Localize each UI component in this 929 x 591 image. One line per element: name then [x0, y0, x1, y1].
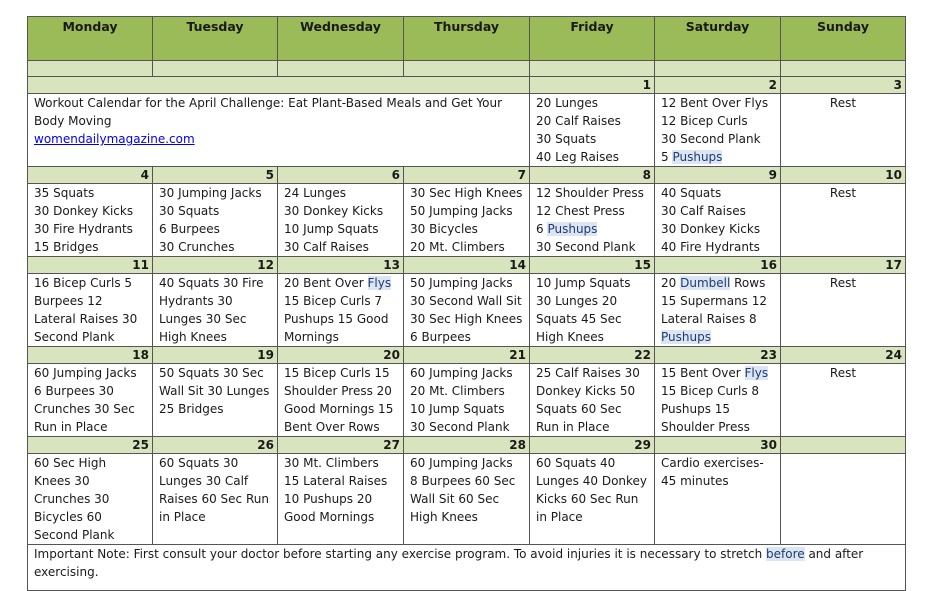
exercise: 20 Mt. Climbers [410, 384, 505, 398]
exercise: 50 Jumping Jacks [410, 204, 513, 218]
highlighted-word: Pushups [547, 222, 598, 236]
workout-cell [278, 364, 404, 437]
exercise: 12 Chest Press [536, 204, 625, 218]
exercise: 30 Second Plank [661, 132, 761, 146]
day-header-friday: Friday [530, 17, 655, 61]
date-number: 16 [655, 257, 781, 274]
entry-row-week-3 [28, 274, 906, 347]
date-number: 26 [153, 437, 278, 454]
exercise: 20 Calf Raises [536, 114, 621, 128]
exercise-list [661, 364, 774, 436]
date-row-week-1 [28, 77, 906, 94]
calendar-title: Workout Calendar for the April Challenge: Eat Plant-Based Meals and Get Your Body Moving [34, 96, 503, 128]
exercise-list: 25 Calf Raises 30 Donkey Kicks 50 Squats 60 Sec Run in Place [536, 366, 640, 434]
date-number: 10 [781, 167, 906, 184]
exercise-list: 60 Jumping Jacks 6 Burpees 30 Crunches 30 Sec Run in Place [34, 366, 137, 434]
day-header-monday: Monday [28, 17, 153, 61]
exercise: 30 Second Plank [410, 420, 510, 434]
workout-cell [530, 94, 655, 167]
exercise-text: 15 Bicep Curls 7 Pushups 15 Good Mornings [284, 294, 389, 344]
exercise: 6 Burpees [410, 330, 471, 344]
exercise: 30 Squats [536, 132, 597, 146]
date-number: 18 [28, 347, 153, 364]
date-row-week-3 [28, 257, 906, 274]
exercise-list [284, 274, 397, 346]
date-number: 21 [404, 347, 530, 364]
exercise-text: 20 Bent Over [284, 276, 368, 290]
calendar-title-cell [28, 94, 530, 167]
exercise-text: Rows 15 Supermans 12 Lateral Raises 8 [661, 276, 768, 326]
highlighted-word: Dumbell [680, 276, 731, 290]
exercise: 12 Bicep Curls [661, 114, 748, 128]
workout-cell [655, 274, 781, 347]
workout-cell [153, 184, 278, 257]
spacer-row [28, 61, 906, 77]
rest-cell: Rest [781, 94, 906, 167]
date-number: 9 [655, 167, 781, 184]
date-number: 20 [278, 347, 404, 364]
date-number: 30 [655, 437, 781, 454]
exercise-list: 60 Squats 30 Lunges 30 Calf Raises 60 Sec Run in Place [159, 456, 269, 524]
highlighted-word: Flys [744, 366, 769, 380]
date-number: 29 [530, 437, 655, 454]
rest-cell: Rest [781, 364, 906, 437]
date-number: 15 [530, 257, 655, 274]
workout-cell [655, 454, 781, 545]
date-number: 22 [530, 347, 655, 364]
workout-cell [530, 364, 655, 437]
date-row-week-2 [28, 167, 906, 184]
date-number: 6 [278, 167, 404, 184]
exercise: 40 Leg Raises [536, 150, 620, 164]
date-number: 13 [278, 257, 404, 274]
highlighted-word: Pushups [661, 330, 711, 344]
exercise: 20 Mt. Climbers [410, 240, 505, 254]
workout-calendar [27, 16, 906, 591]
day-header-saturday: Saturday [655, 17, 781, 61]
spacer-cell [278, 61, 404, 77]
exercise: 12 Shoulder Press [536, 186, 644, 200]
workout-cell [530, 454, 655, 545]
important-note [28, 545, 906, 591]
exercise-text: 20 [661, 276, 681, 290]
workout-cell [278, 274, 404, 347]
date-number: 4 [28, 167, 153, 184]
exercise: 30 Donkey Kicks [34, 204, 134, 218]
entry-row-week-2 [28, 184, 906, 257]
date-number: 14 [404, 257, 530, 274]
workout-cell [28, 274, 153, 347]
exercise: 15 Bridges [34, 240, 99, 254]
empty-date-cell [781, 437, 906, 454]
highlighted-word: Pushups [672, 150, 723, 164]
entry-row-week-4 [28, 364, 906, 437]
exercise: 30 Jumping Jacks [159, 186, 262, 200]
workout-cell [28, 364, 153, 437]
day-header-tuesday: Tuesday [153, 17, 278, 61]
exercise: 30 Crunches [159, 240, 235, 254]
workout-cell [655, 94, 781, 167]
workout-cell [530, 274, 655, 347]
exercise: 30 Sec High Knees [410, 186, 523, 200]
exercise: 50 Jumping Jacks [410, 276, 513, 290]
workout-cell [153, 454, 278, 545]
exercise: 30 Fire Hydrants [34, 222, 133, 236]
date-row-week-4 [28, 347, 906, 364]
workout-cell [530, 184, 655, 257]
exercise: 30 Donkey Kicks [661, 222, 761, 236]
exercise-list: 60 Squats 40 Lunges 40 Donkey Kicks 60 Sec Run in Place [536, 456, 648, 524]
entry-row-week-1 [28, 94, 906, 167]
exercise-list: 60 Sec High Knees 30 Crunches 30 Bicycles 60 Second Plank [34, 456, 115, 542]
note-text [34, 545, 899, 581]
date-number: 25 [28, 437, 153, 454]
spacer-cell [655, 61, 781, 77]
exercise: 10 Jump Squats [410, 402, 505, 416]
exercise: 30 Bicycles [410, 222, 478, 236]
date-number: 12 [153, 257, 278, 274]
exercise [536, 220, 648, 238]
date-row-week-5 [28, 437, 906, 454]
workout-cell [153, 364, 278, 437]
workout-cell [278, 184, 404, 257]
date-number: 17 [781, 257, 906, 274]
spacer-cell [28, 61, 153, 77]
exercise-count: 5 [661, 150, 673, 164]
date-number: 1 [530, 77, 655, 94]
date-number: 7 [404, 167, 530, 184]
exercise: 24 Lunges [284, 186, 347, 200]
exercise-text: 15 Bicep Curls 8 Pushups 15 Shoulder Press [661, 384, 760, 434]
spacer-cell [404, 61, 530, 77]
workout-cell [28, 184, 153, 257]
exercise: 6 Burpees [159, 222, 220, 236]
date-number: 24 [781, 347, 906, 364]
exercise: 40 Squats [661, 186, 722, 200]
exercise-list: 15 Bicep Curls 15 Shoulder Press 20 Good Mornings 15 Bent Over Rows [284, 366, 394, 434]
date-number: 8 [530, 167, 655, 184]
workout-cell [655, 184, 781, 257]
date-number: 2 [655, 77, 781, 94]
exercise: 30 Calf Raises [284, 240, 369, 254]
date-number: 19 [153, 347, 278, 364]
date-number: 27 [278, 437, 404, 454]
exercise-list: Cardio exercises- 45 minutes [661, 456, 764, 488]
date-number: 28 [404, 437, 530, 454]
entry-row-week-5 [28, 454, 906, 545]
day-header-sunday: Sunday [781, 17, 906, 61]
exercise: 30 Squats [159, 204, 220, 218]
workout-cell [404, 184, 530, 257]
exercise-list: 60 Jumping Jacks 8 Burpees 60 Sec Wall Sit 60 Sec High Knees [410, 456, 516, 524]
exercise-count: 6 [536, 222, 548, 236]
date-number: 11 [28, 257, 153, 274]
workout-cell [404, 364, 530, 437]
highlighted-word: Flys [367, 276, 392, 290]
exercise-list: 10 Jump Squats 30 Lunges 20 Squats 45 Sec High Knees [536, 276, 631, 344]
exercise-list: 50 Squats 30 Sec Wall Sit 30 Lunges 25 Bridges [159, 366, 270, 416]
exercise: 40 Fire Hydrants [661, 240, 760, 254]
rest-cell: Rest [781, 184, 906, 257]
date-number: 5 [153, 167, 278, 184]
exercise-list [661, 274, 774, 346]
exercise: 30 Second Plank [536, 240, 636, 254]
exercise: 30 Calf Raises [661, 204, 746, 218]
exercise [661, 148, 774, 166]
exercise-list: 40 Squats 30 Fire Hydrants 30 Lunges 30 Sec High Knees [159, 276, 264, 344]
day-header-wednesday: Wednesday [278, 17, 404, 61]
spacer-cell [781, 61, 906, 77]
workout-cell [655, 364, 781, 437]
workout-cell [28, 454, 153, 545]
exercise: 30 Second Wall Sit [410, 294, 522, 308]
spacer-cell [153, 61, 278, 77]
empty-date-cell [28, 77, 530, 94]
highlighted-word: before [766, 547, 805, 561]
rest-cell: Rest [781, 274, 906, 347]
note-part: Important Note: First consult your doctor before starting any exercise program. To avoid injuries it is necessary to stretch [34, 547, 766, 561]
note-part: and after exercising. [34, 547, 864, 579]
exercise: 30 Donkey Kicks [284, 204, 384, 218]
exercise: 12 Bent Over Flys [661, 96, 769, 110]
exercise-list: 16 Bicep Curls 5 Burpees 12 Lateral Raises 30 Second Plank [34, 276, 138, 344]
exercise: 30 Sec High Knees [410, 312, 523, 326]
spacer-cell [530, 61, 655, 77]
exercise: 35 Squats [34, 186, 95, 200]
exercise-list: 30 Mt. Climbers 15 Lateral Raises 10 Pushups 20 Good Mornings [284, 456, 388, 524]
day-header-thursday: Thursday [404, 17, 530, 61]
website-link[interactable]: womendailymagazine.com [34, 132, 195, 146]
workout-cell [404, 274, 530, 347]
workout-cell [153, 274, 278, 347]
date-number: 3 [781, 77, 906, 94]
exercise: 20 Lunges [536, 96, 599, 110]
exercise-text: 15 Bent Over [661, 366, 745, 380]
empty-cell [781, 454, 906, 545]
workout-cell [404, 454, 530, 545]
workout-cell [278, 454, 404, 545]
note-row [28, 545, 906, 591]
date-number: 23 [655, 347, 781, 364]
day-header-row [28, 17, 906, 61]
exercise: 60 Jumping Jacks [410, 366, 513, 380]
exercise: 10 Jump Squats [284, 222, 379, 236]
